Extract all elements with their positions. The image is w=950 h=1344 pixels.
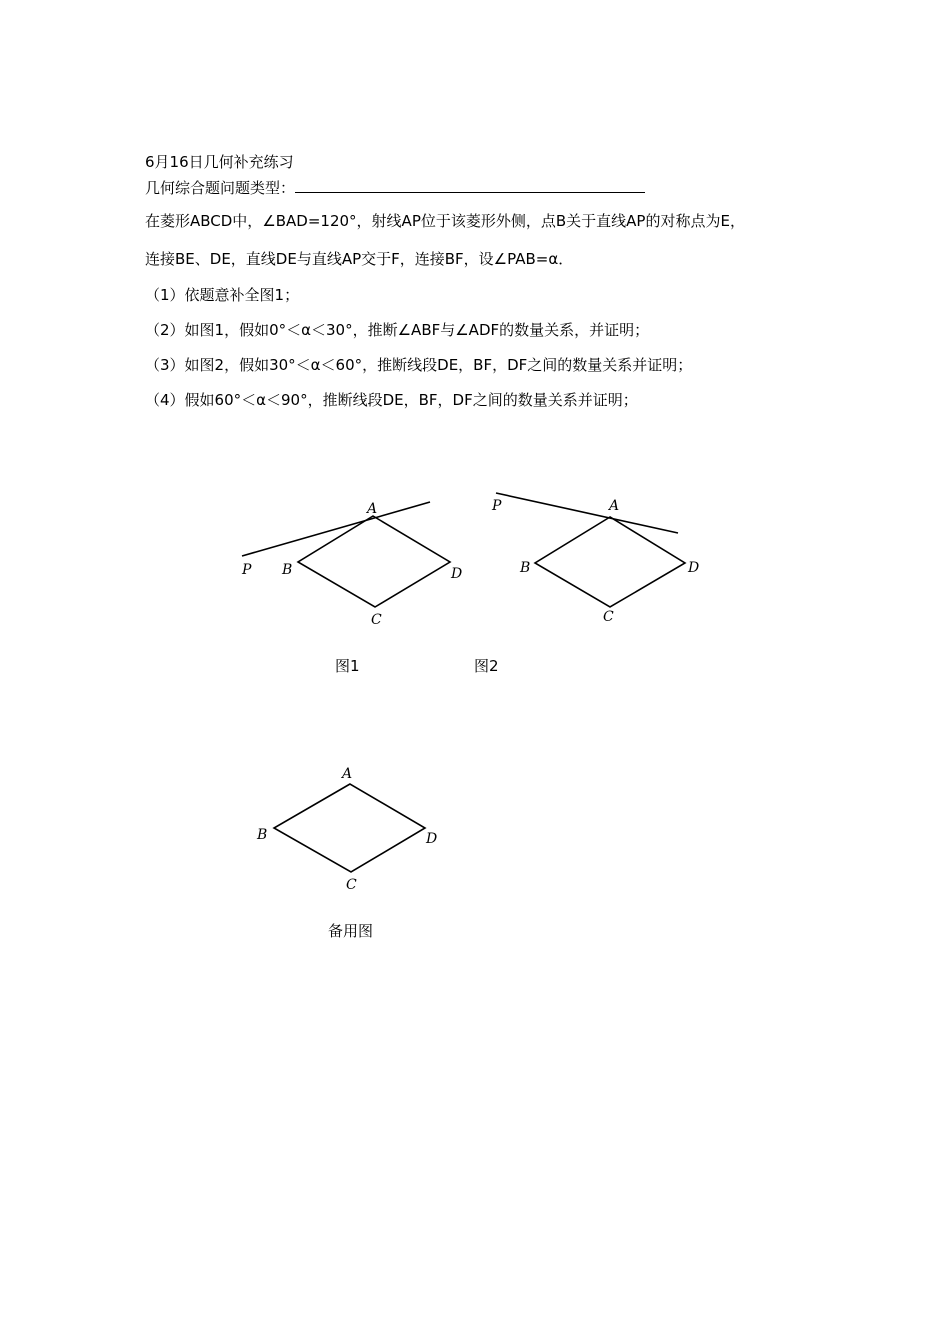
intro-line-2: 连接BE、DE，直线DE与直线AP交于F，连接BF，设∠PAB=α． [145, 250, 574, 268]
fig1-ray-ap [242, 502, 430, 556]
spare-label-b: B [257, 827, 268, 843]
figure-2 [491, 493, 699, 625]
fig2-label-d: D [688, 560, 700, 576]
spare-label-c: C [346, 877, 357, 893]
fig1-rhombus [298, 516, 450, 607]
fig2-label-b: B [520, 560, 531, 576]
fig1-label-a: A [367, 501, 378, 517]
fig1-label-p: P [242, 562, 252, 578]
question-4: （4）假如60°＜α＜90°，推断线段DE，BF，DF之间的数量关系并证明； [145, 391, 638, 409]
spare-caption: 备用图 [328, 922, 374, 940]
doc-title: 6月16日几何补充练习 [145, 153, 294, 171]
problem-type-label: 几何综合题问题类型： [145, 179, 296, 197]
question-1: （1）依题意补全图1； [145, 286, 300, 304]
fig1-label-b: B [282, 562, 293, 578]
question-3: （3）如图2，假如30°＜α＜60°，推断线段DE，BF，DF之间的数量关系并证明； [145, 356, 693, 374]
intro-line-1: 在菱形ABCD中，∠BAD=120°，射线AP位于该菱形外侧，点B关于直线AP的对称点为E， [145, 212, 745, 230]
fig2-label-p: P [492, 498, 502, 514]
spare-label-a: A [342, 766, 353, 782]
spare-label-d: D [426, 831, 438, 847]
figure-1 [241, 501, 462, 628]
figure-spare [256, 766, 437, 893]
spare-rhombus [274, 784, 425, 872]
question-2: （2）如图1，假如0°＜α＜30°，推断∠ABF与∠ADF的数量关系，并证明； [145, 321, 650, 339]
fig1-label-c: C [371, 612, 382, 628]
fig2-label-c: C [603, 609, 614, 625]
fig1-caption: 图1 [335, 657, 360, 675]
fig2-ray-ap [496, 493, 678, 533]
fig2-rhombus [535, 517, 685, 607]
fig1-label-d: D [451, 566, 463, 582]
fig2-caption: 图2 [474, 657, 499, 675]
fig2-label-a: A [609, 498, 620, 514]
